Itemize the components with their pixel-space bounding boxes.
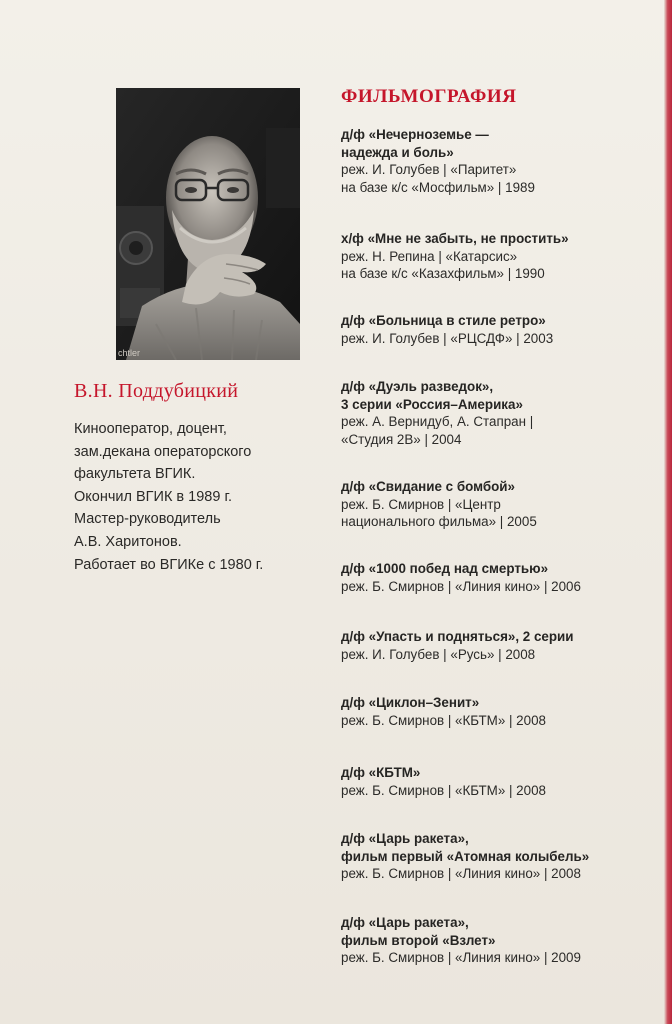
- film-entry: [341, 126, 661, 196]
- person-name: В.Н. Поддубицкий: [74, 380, 239, 402]
- film-details: «Студия 2В» | 2004: [341, 431, 462, 447]
- film-details: реж. Б. Смирнов | «Центр: [341, 496, 501, 512]
- photo-caption-fragment: chtler: [118, 348, 141, 358]
- film-details: на базе к/с «Мосфильм» | 1989: [341, 179, 535, 195]
- book-edge-red: [664, 0, 672, 1024]
- film-title: д/ф «Больница в стиле ретро»: [341, 313, 546, 328]
- film-details: реж. А. Вернидуб, А. Стапран |: [341, 414, 534, 429]
- film-title: х/ф «Мне не забыть, не простить»: [341, 231, 569, 246]
- portrait-photo: [116, 88, 300, 360]
- film-title: д/ф «КБТМ»: [341, 765, 421, 780]
- film-details: на базе к/с «Казахфильм» | 1990: [341, 266, 545, 281]
- film-title: д/ф «Дуэль разведок»,: [341, 379, 494, 394]
- film-details: реж. И. Голубев | «РЦСДФ» | 2003: [341, 330, 554, 346]
- film-entry: [341, 914, 661, 967]
- film-details: реж. Б. Смирнов | «Линия кино» | 2009: [341, 950, 581, 965]
- bio-line: А.В. Харитонов.: [74, 533, 182, 550]
- film-title: 3 серии «Россия–Америка»: [341, 396, 523, 412]
- film-entry: [341, 478, 661, 531]
- film-details: реж. Н. Репина | «Катарсис»: [341, 248, 518, 264]
- film-entry: [341, 830, 661, 883]
- film-entry: [341, 312, 661, 347]
- film-title: д/ф «Царь ракета»,: [341, 831, 469, 846]
- film-details: реж. Б. Смирнов | «КБТМ» | 2008: [341, 712, 546, 728]
- film-entry: [341, 628, 661, 663]
- film-title: д/ф «Циклон–Зенит»: [341, 695, 480, 710]
- film-entry: [341, 694, 661, 729]
- film-title: фильм второй «Взлет»: [341, 932, 496, 948]
- film-details: национального фильма» | 2005: [341, 514, 537, 529]
- portrait-illustration: [116, 88, 300, 360]
- film-entry: [341, 560, 661, 595]
- film-entry: [341, 230, 661, 283]
- film-details: реж. И. Голубев | «Паритет»: [341, 162, 517, 177]
- film-title: фильм первый «Атомная колыбель»: [341, 848, 590, 864]
- bio-line: Кинооператор, доцент,: [74, 421, 227, 437]
- film-title: д/ф «Упасть и подняться», 2 серии: [341, 629, 574, 644]
- bio-line: Мастер-руководитель: [74, 511, 221, 528]
- bio-line: зам.декана операторского: [74, 443, 252, 460]
- filmography-heading: ФИЛЬМОГРАФИЯ: [341, 86, 517, 107]
- film-title: надежда и боль»: [341, 144, 454, 160]
- film-details: реж. Б. Смирнов | «Линия кино» | 2006: [341, 578, 581, 594]
- person-bio: [74, 418, 314, 576]
- film-details: реж. Б. Смирнов | «КБТМ» | 2008: [341, 782, 546, 798]
- film-title: д/ф «Нечерноземье —: [341, 127, 489, 142]
- bio-line: факультета ВГИК.: [74, 466, 196, 483]
- film-title: д/ф «Царь ракета»,: [341, 915, 469, 930]
- film-entry: [341, 764, 661, 799]
- film-details: реж. И. Голубев | «Русь» | 2008: [341, 646, 536, 662]
- film-details: реж. Б. Смирнов | «Линия кино» | 2008: [341, 866, 581, 881]
- bio-line: Работает во ВГИКе с 1980 г.: [74, 556, 264, 573]
- film-entry: [341, 378, 661, 448]
- film-title: д/ф «1000 побед над смертью»: [341, 561, 549, 576]
- bio-line: Окончил ВГИК в 1989 г.: [74, 488, 232, 505]
- film-title: д/ф «Свидание с бомбой»: [341, 479, 515, 494]
